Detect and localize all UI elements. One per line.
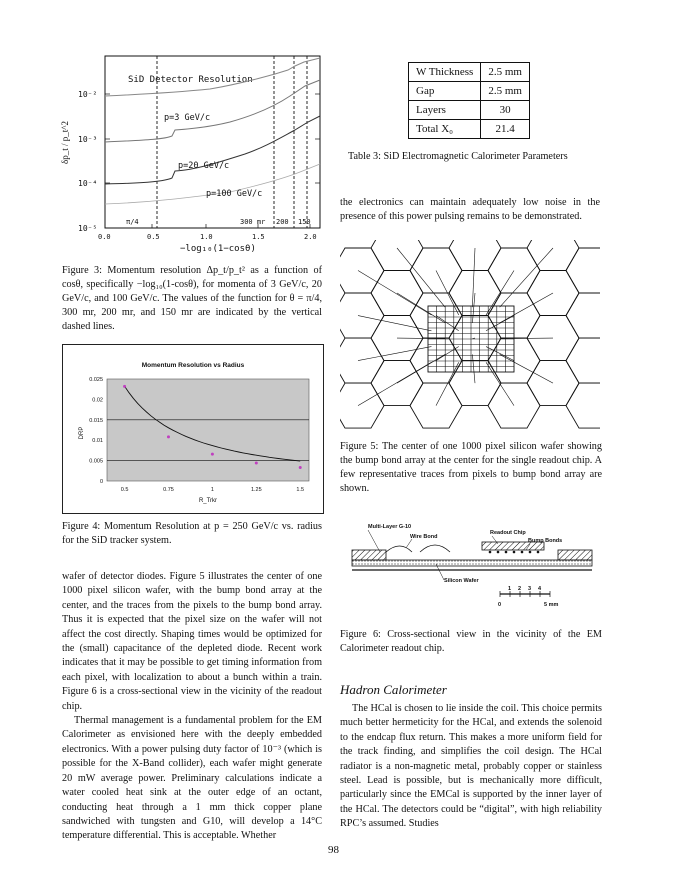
scale-tick: 1 — [508, 586, 512, 592]
x-tick-label: 1.0 — [200, 233, 213, 241]
label-bump-bonds: Bump Bonds — [528, 538, 563, 544]
label-multilayer: Multi-Layer G-10 — [368, 524, 412, 530]
figure-6-caption: Figure 6: Cross-sectional view in the vicinity of the EM Calorimeter readout chip. — [340, 629, 602, 654]
figure-3 — [60, 44, 330, 256]
y-tick-label: 0.01 — [92, 438, 103, 445]
pixel-hexagon — [527, 361, 579, 406]
pixel-trace — [486, 316, 514, 331]
pixel-trace — [358, 347, 431, 361]
label-silicon-wafer: Silicon Wafer — [444, 578, 479, 584]
body-paragraph: the electronics can maintain adequately low noise in the presence of this power pulsing remains to be demonstrated. — [340, 197, 600, 223]
curve-p20 — [105, 80, 320, 142]
pixel-hexagon — [527, 240, 579, 271]
y-axis-label: DRP — [79, 426, 85, 440]
table-cell-label: W Thickness — [409, 63, 481, 82]
pixel-hexagon — [371, 361, 423, 406]
pixel-hexagon — [410, 248, 462, 293]
curve-p100 — [105, 116, 320, 184]
table-row — [409, 63, 530, 82]
label-readout-chip: Readout Chip — [490, 530, 526, 536]
scale-tick: 2 — [518, 586, 522, 592]
x-tick-label: 2.0 — [304, 233, 317, 241]
figure-5-caption: Figure 5: The center of one 1000 pixel silicon wafer showing the bump bond array at the center for the single readout chip. A few representative traces from pixels to bump bond array are shown. — [340, 441, 602, 494]
x-tick-label: 0.75 — [163, 487, 174, 493]
x-axis-label: −log₁₀(1−cosθ) — [180, 244, 256, 254]
section-heading: Hadron Calorimeter — [340, 682, 447, 697]
angle-label: 150 — [298, 218, 311, 226]
pixel-trace — [436, 362, 459, 405]
pixel-trace — [436, 316, 459, 331]
silicon-wafer — [352, 560, 592, 566]
x-tick-label: 0.0 — [98, 233, 111, 241]
y-tick-labels — [78, 90, 97, 233]
x-tick-label: 1.5 — [296, 487, 305, 493]
bump-bonds — [489, 551, 540, 554]
x-tick-label: 1 — [210, 487, 214, 493]
angle-label: 300 mr — [240, 218, 266, 226]
figure-4-caption: Figure 4: Momentum Resolution at p = 250 GeV/c vs. radius for the SiD tracker system. — [62, 521, 322, 546]
pixel-trace — [436, 347, 459, 361]
y-tick-label: 0.02 — [92, 397, 103, 404]
figure-5-diagram — [340, 240, 600, 430]
figure-3-plot — [60, 44, 330, 256]
pixel-hexagon — [410, 338, 462, 383]
pixel-hexagon — [340, 383, 384, 428]
x-tick-label: 1.25 — [250, 487, 262, 493]
pixel-trace — [500, 293, 553, 323]
pixel-trace — [397, 293, 445, 323]
angle-label: 200 — [276, 218, 289, 226]
curve-label: p=3 GeV/c — [164, 113, 211, 123]
table-row — [409, 120, 530, 139]
table-3 — [408, 62, 530, 139]
y-tick-label: 10⁻³ — [78, 135, 98, 144]
x-tick-label: 0.5 — [147, 233, 160, 241]
pixel-hexagon — [566, 248, 600, 293]
figure-4-chart — [63, 345, 323, 513]
curve-label: p=100 GeV/c — [206, 189, 263, 199]
curve-label: p=20 GeV/c — [178, 161, 230, 171]
y-tick-label: 10⁻² — [78, 90, 98, 99]
pixel-trace — [397, 354, 445, 383]
data-point — [211, 453, 214, 456]
pixel-trace — [472, 354, 475, 383]
wire-bond — [386, 545, 450, 552]
label-wire-bond: Wire Bond — [410, 534, 438, 540]
table-cell-value: 21.4 — [481, 120, 530, 139]
pixel-hexagon — [449, 240, 501, 271]
figure-4 — [62, 344, 324, 514]
scale-tick: 0 — [498, 602, 502, 608]
x-tick-label: 0.5 — [120, 487, 129, 493]
pixel-trace — [472, 338, 475, 339]
scale-tick: 4 — [538, 586, 542, 592]
pixel-trace — [500, 248, 553, 307]
pixel-hexagon — [340, 293, 384, 338]
pixel-hexagon — [566, 383, 600, 428]
plot-area — [107, 379, 309, 481]
data-point — [167, 435, 170, 438]
table-cell-label: Layers — [409, 101, 481, 120]
scale-tick: 3 — [528, 586, 532, 592]
pixel-hexagon — [488, 248, 540, 293]
table-row — [409, 101, 530, 120]
table-cell-value: 2.5 mm — [481, 63, 530, 82]
y-tick-label: 0 — [99, 479, 103, 485]
pixel-trace — [486, 347, 514, 361]
scale-tick: 5 mm — [544, 602, 559, 608]
angle-label: π/4 — [126, 218, 139, 226]
data-point — [299, 466, 302, 469]
pixel-hexagon — [371, 240, 423, 271]
y-tick-label: 10⁻⁵ — [78, 224, 98, 233]
x-tick-label: 1.5 — [252, 233, 265, 241]
x-axis-label: R_Trkr — [198, 498, 218, 504]
g10-right — [558, 550, 592, 560]
pixel-hexagon — [340, 248, 384, 293]
left-column-body — [62, 570, 322, 844]
pixel-hexagon — [371, 271, 423, 316]
table-cell-label: Gap — [409, 82, 481, 101]
pixel-hexagon — [340, 338, 384, 383]
y-tick-label: 0.015 — [89, 417, 103, 424]
table-cell-value: 30 — [481, 101, 530, 120]
table-cell-label: Total X₀ — [409, 120, 481, 139]
y-axis-label: δp_t / p_t^2 — [60, 121, 70, 164]
figure-5 — [340, 240, 600, 430]
pixel-trace — [500, 354, 553, 383]
pixel-hexagon — [449, 271, 501, 316]
table-row — [409, 82, 530, 101]
chart-title: Momentum Resolution vs Radius — [141, 362, 245, 369]
data-point — [123, 385, 126, 388]
page-number: 98 — [328, 844, 339, 856]
pixel-hexagon — [566, 293, 600, 338]
data-point — [255, 462, 258, 465]
table-3-caption: Table 3: SiD Electromagnetic Calorimeter Parameters — [348, 151, 568, 162]
pixel-hexagon — [566, 338, 600, 383]
pixel-hexagon — [527, 271, 579, 316]
figure-3-caption: Figure 3: Momentum resolution Δp_t/p_t² as a function of cosθ, specifically −log₁₀(1-cosθ), for momenta of 3 GeV/c, 20 GeV/c, and 100 GeV/c. The values of the function for θ = π/4, 300 mr, 200 mr, and 150 mr are indicated by the vertical dashed lines. — [62, 265, 322, 332]
figure-6-diagram — [340, 518, 610, 618]
y-tick-label: 10⁻⁴ — [78, 179, 98, 188]
table-cell-value: 2.5 mm — [481, 82, 530, 101]
pixel-trace — [358, 316, 431, 331]
body-paragraph: wafer of detector diodes. Figure 5 illustrates the center of one 1000 pixel silicon wafer, with the bump bond array at the center, and the traces from the pixels to the bump bond array. Thus it is expected that the pixel size on the wafer will not affect the cost directly. Shaping times would be optimized for the (small) capacitance of the depleted diode. Recent work indicates that it may be possible to get timing information from each pixel, with localization to about a bunch within a train. Figure 6 is a cross-sectional view in the vicinity of the readout chip. — [62, 571, 322, 712]
body-paragraph: The HCal is chosen to lie inside the coil. This choice permits much better hermeticity for the HCal, and extends the solenoid to the endcap flux return. This makes a more uniform field for the track finding, and simplifies the coil design. The HCal radiator is a non-magnetic metal, probably copper or stainless steel. Lead is possible, but is mechanically more difficult, particularly since the EMCal is supported by the inner layer of the HCal. The detectors could be “digital”, with high reliability RPC’s assumed. Studies — [340, 703, 602, 830]
figure-6 — [340, 518, 610, 618]
pixel-hexagon — [449, 361, 501, 406]
body-paragraph: Thermal management is a fundamental problem for the EM Calorimeter as envisioned here with the deeply embedded electronics. With a power pulsing duty factor of 10⁻³ (which is possible for the X-Band collider), each wafer might generate 20 mW average power. Preliminary calculations indicate a water cooled heat sink at the outer edge of an octant, conducting heat through a 1 mm thick copper plane sandwiched with tungsten and G10, will develop a 14°C temperature differential. This is acceptable. Whether — [62, 715, 322, 842]
y-tick-label: 0.025 — [89, 377, 103, 383]
plot-title: SiD Detector Resolution — [128, 75, 253, 85]
g10-left — [352, 550, 386, 560]
pixel-trace — [486, 362, 514, 405]
y-tick-label: 0.005 — [89, 458, 103, 465]
